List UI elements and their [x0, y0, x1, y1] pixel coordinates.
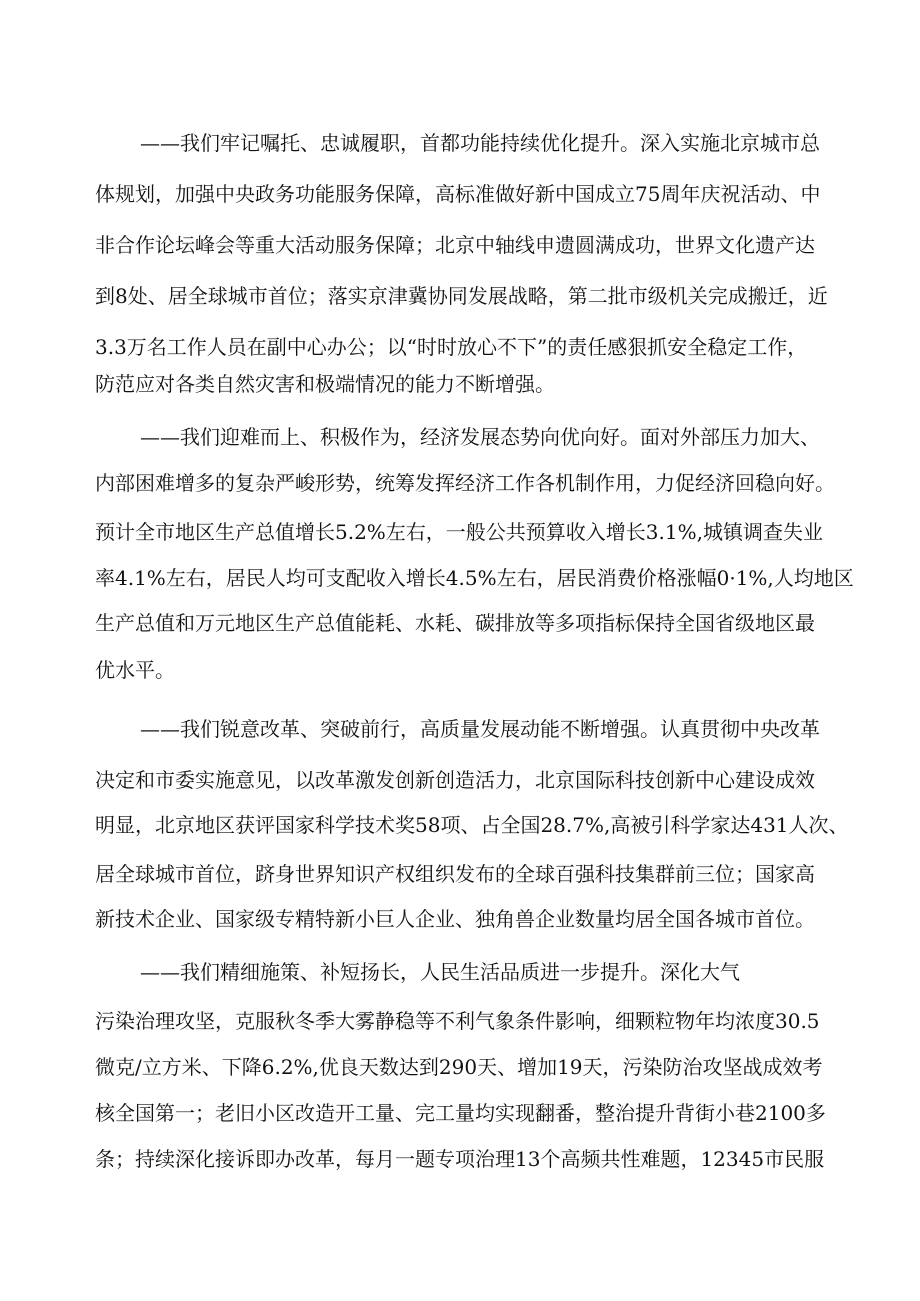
- paragraph-1-line-6: 防范应对各类自然灾害和极端情况的能力不断增强。: [95, 372, 555, 396]
- paragraph-3-line-2: 决定和市委实施意见，以改革激发创新创造活力，北京国际科技创新中心建设成效: [95, 768, 815, 792]
- paragraph-3-line-1: ——我们锐意改革、突破前行，高质量发展动能不断增强。认真贯彻中央改革: [140, 717, 820, 741]
- paragraph-1-line-1: ——我们牢记嘱托、忠诚履职，首都功能持续优化提升。深入实施北京城市总: [140, 131, 820, 155]
- paragraph-1-line-3: 非合作论坛峰会等重大活动服务保障；北京中轴线申遗圆满成功，世界文化遗产达: [95, 233, 815, 257]
- paragraph-3-line-3: 明显，北京地区获评国家科学技术奖58项、占全国28.7%,高被引科学家达431人次、: [95, 813, 849, 837]
- paragraph-4-line-4: 核全国第一；老旧小区改造开工量、完工量均实现翻番，整治提升背街小巷2100多: [95, 1101, 826, 1125]
- paragraph-2-line-6: 优水平。: [95, 658, 175, 682]
- paragraph-4-line-1: ——我们精细施策、补短扬长，人民生活品质进一步提升。深化大气: [140, 960, 740, 984]
- paragraph-3-line-4: 居全球城市首位，跻身世界知识产权组织发布的全球百强科技集群前三位；国家高: [95, 862, 815, 886]
- paragraph-2-line-4: 率4.1%左右，居民人均可支配收入增长4.5%左右，居民消费价格涨幅0·1%,人均地区: [95, 566, 854, 590]
- paragraph-2-line-1: ——我们迎难而上、积极作为，经济发展态势向优向好。面对外部压力加大、: [140, 425, 820, 449]
- paragraph-3-line-5: 新技术企业、国家级专精特新小巨人企业、独角兽企业数量均居全国各城市首位。: [95, 907, 815, 931]
- paragraph-2-line-2: 内部困难增多的复杂严峻形势，统筹发挥经济工作各机制作用，力促经济回稳向好。: [95, 471, 835, 495]
- paragraph-1-line-5: 3.3万名工作人员在副中心办公；以“时时放心不下”的责任感狠抓安全稳定工作，: [95, 335, 808, 359]
- paragraph-2-line-3: 预计全市地区生产总值增长5.2%左右，一般公共预算收入增长3.1%,城镇调查失业: [95, 520, 823, 544]
- paragraph-2-line-5: 生产总值和万元地区生产总值能耗、水耗、碳排放等多项指标保持全国省级地区最: [95, 611, 815, 635]
- paragraph-4-line-2: 污染治理攻坚，克服秋冬季大雾静稳等不利气象条件影响，细颗粒物年均浓度30.5: [95, 1009, 820, 1033]
- paragraph-1-line-2: 体规划，加强中央政务功能服务保障，高标准做好新中国成立75周年庆祝活动、中: [95, 182, 821, 206]
- paragraph-4-line-3: 微克/立方米、下降6.2%,优良天数达到290天、增加19天，污染防治攻坚战成效考: [95, 1055, 823, 1079]
- paragraph-1-line-4: 到8处、居全球城市首位；落实京津冀协同发展战略，第二批市级机关完成搬迁，近: [95, 284, 828, 308]
- paragraph-4-line-5: 条；持续深化接诉即办改革，每月一题专项治理13个高频共性难题，12345市民服: [95, 1147, 825, 1171]
